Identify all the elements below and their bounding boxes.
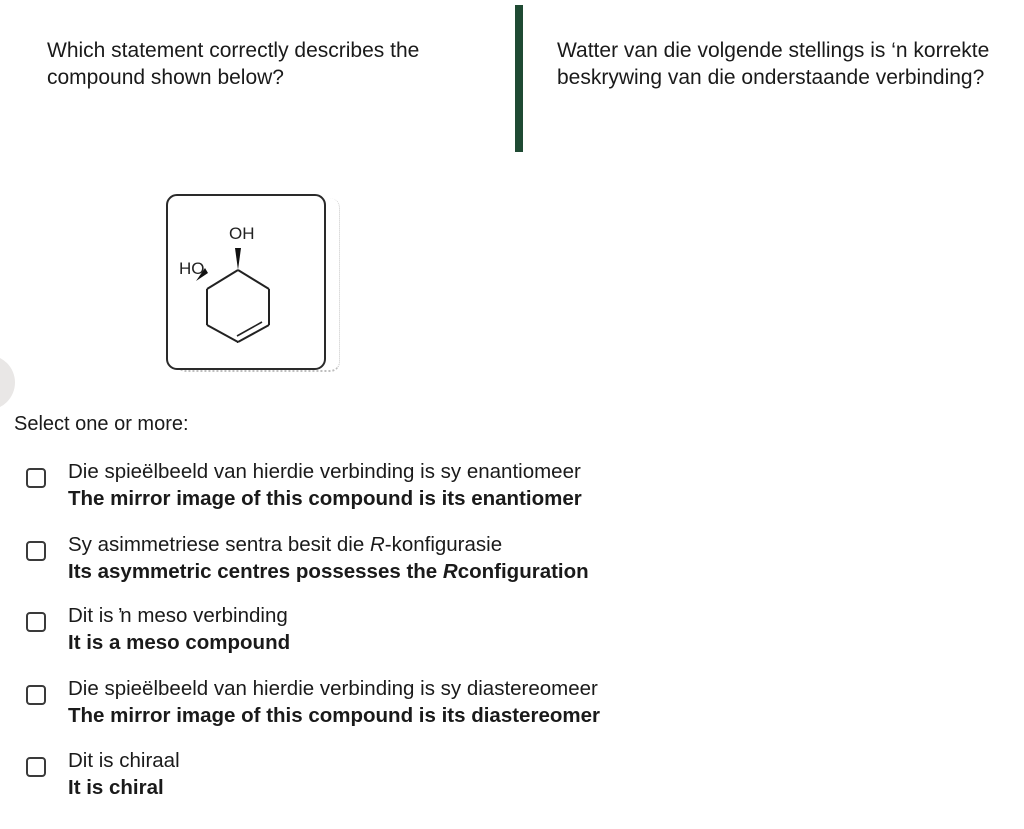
select-prompt: Select one or more:: [14, 413, 189, 435]
option-chiral[interactable]: [26, 747, 726, 801]
double-bond-inner: [237, 322, 262, 336]
ring-bond: [207, 270, 238, 289]
question-text-afrikaans: Watter van die volgende stellings is ‘n korrekte beskrywing van die onderstaande verbinding?: [557, 39, 990, 89]
option-checkbox[interactable]: [26, 757, 46, 777]
wedge-bond-oh: [235, 248, 241, 270]
oh-label: OH: [229, 224, 255, 243]
option-text-afrikaans: Die spieëlbeeld van hierdie verbinding is sy enantiomeer: [68, 460, 581, 483]
option-checkbox[interactable]: [26, 685, 46, 705]
option-text-english: Its asymmetric centres possesses the Rconfiguration: [68, 560, 589, 583]
ring-bond: [238, 270, 269, 289]
option-checkbox[interactable]: [26, 612, 46, 632]
option-text-afrikaans: Dit is chiraal: [68, 749, 180, 772]
language-divider: [515, 5, 523, 152]
ho-label: HO: [179, 259, 205, 278]
option-r-configuration[interactable]: [26, 531, 726, 585]
option-text-afrikaans: Die spieëlbeeld van hierdie verbinding is sy diastereomeer: [68, 677, 598, 700]
option-text-english: It is chiral: [68, 776, 164, 799]
option-text-english: The mirror image of this compound is its diastereomer: [68, 704, 600, 727]
option-text-afrikaans: Dit is ŉ meso verbinding: [68, 604, 288, 627]
option-enantiomer[interactable]: [26, 458, 726, 512]
ring-bond: [207, 325, 238, 342]
option-diastereomer[interactable]: [26, 675, 726, 729]
option-text-english: It is a meso compound: [68, 631, 291, 654]
question-text-english: Which statement correctly describes the compound shown below?: [47, 39, 420, 89]
option-checkbox[interactable]: [26, 541, 46, 561]
cyclohexene-diol-structure: [166, 194, 326, 370]
option-text-english: The mirror image of this compound is its enantiomer: [68, 487, 582, 510]
option-text-afrikaans: Sy asimmetriese sentra besit die R-konfigurasie: [68, 533, 503, 556]
option-checkbox[interactable]: [26, 468, 46, 488]
option-meso[interactable]: [26, 602, 726, 656]
sidebar-edge-blob: [0, 355, 15, 410]
